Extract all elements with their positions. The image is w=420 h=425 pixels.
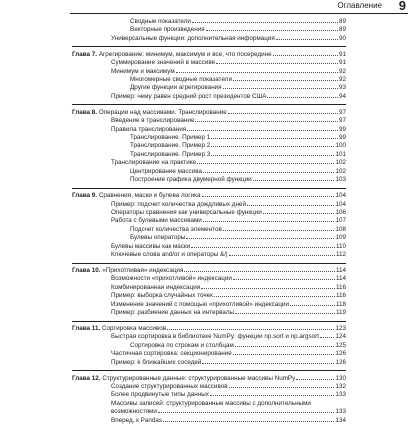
toc-page-number: 91 [338,50,346,58]
toc-page-number: 104 [335,200,346,208]
toc-page-number: 119 [335,309,346,317]
toc-page-number: 108 [335,225,346,233]
header-rule [70,13,408,14]
toc-entry-text: Быстрая сортировка в библиотеке NumPy: функции np.sort и np.argsort [111,333,319,341]
dot-leader [296,379,334,380]
toc-page-number: 125 [335,341,346,349]
toc-entry-row[interactable] [72,93,346,101]
toc-entry-text: Центрирование массива [130,167,202,175]
toc-entry-text: Транслирование на практике [111,159,197,167]
dot-leader [202,196,335,197]
toc-entry-title [130,234,185,242]
toc-chapter-row[interactable] [72,267,346,275]
toc-entry-row[interactable] [72,234,346,242]
chapter-label: Глава 12. [72,374,101,382]
chapter-separator [72,46,346,47]
toc-entry-row[interactable] [72,209,346,217]
toc-page-number: 92 [338,67,346,75]
header-page-number: 9 [398,0,406,13]
toc-entry-row[interactable] [72,243,346,251]
toc-page-number: 89 [338,26,346,34]
toc-entry-title [130,18,191,26]
toc-entry-title [111,391,209,399]
toc-entry-text: Структурированные данные: структурированные массивы NumPy [102,374,296,382]
toc-entry-title [111,309,234,317]
toc-entry-title [111,117,194,125]
toc-entry-title [72,375,295,383]
toc-entry-title [130,84,222,92]
toc-entry-text: Многомерные сводные показатели [130,76,232,84]
toc-entry-row[interactable] [72,383,346,391]
toc-entry-text: Частичная сортировка: секционирование [111,350,232,358]
toc-page-number: 94 [338,92,346,100]
dot-leader [192,22,338,23]
toc-entry-row[interactable] [72,68,346,76]
toc-entry-text: Операции над массивами. Транслирование [98,108,227,116]
toc-page-number: 123 [335,324,346,332]
toc-entry-row[interactable] [72,59,346,67]
toc-entry-title [72,109,227,117]
toc-page-number: 97 [338,117,346,125]
toc-entry-row[interactable] [72,359,346,367]
toc-entry-row[interactable] [72,117,346,125]
dot-leader [235,313,335,314]
toc-page-number: 97 [338,108,346,116]
chapter-separator [72,104,346,105]
toc-entry-text: Подсчет количества элементов [130,225,222,233]
toc-entry-row[interactable] [72,76,346,84]
toc-page-number: 118 [335,300,346,308]
toc-entry-row[interactable] [72,134,346,142]
dot-leader [186,238,334,239]
toc-entry-title [130,168,202,176]
toc-page-number: 100 [335,142,346,150]
dot-leader [195,121,338,122]
toc-chapter-row[interactable] [72,375,346,383]
dot-leader [247,205,335,206]
toc-entry-title [111,275,232,283]
toc-entry-title [130,151,210,159]
toc-entry-row[interactable] [72,18,346,26]
toc-entry-text: Сортировка массивов [101,324,167,332]
toc-entry-text: Массивы записей: структурированные массивы с дополнительными [111,399,311,407]
toc-entry-text: Агрегирование: минимум, максимум и все, что посередине [98,50,272,58]
toc-page-number: 130 [335,374,346,382]
toc-entry-row[interactable] [72,275,346,283]
toc-entry-title [130,26,205,34]
toc-page-number: 90 [338,34,346,42]
toc-entry-title [111,209,262,217]
toc-page-number: 116 [335,292,346,300]
toc-entry-title [111,417,162,425]
toc-entry-text: Вперед, к Pandas [111,416,163,424]
dot-leader [184,271,335,272]
dot-leader [235,346,335,347]
dot-leader [201,288,335,289]
toc-entry-row[interactable] [72,284,346,292]
toc-page-number: 102 [335,159,346,167]
toc-chapter-row[interactable] [72,325,346,333]
chapter-label: Глава 11. [72,324,101,332]
dot-leader [223,230,335,231]
toc-entry-title [111,400,311,407]
toc-entry-text: Суммирование значений в массиве [111,59,216,67]
toc-entry-title [72,51,272,59]
toc-entry-title [111,68,175,76]
toc-entry-title [111,284,200,292]
toc-page-number: 104 [335,192,346,200]
toc-entry-row[interactable] [72,201,346,209]
dot-leader [253,180,335,181]
toc-entry-title [111,350,232,358]
toc-page-number: 114 [335,266,346,274]
chapter-separator [72,263,346,264]
toc-entry-text: Универсальные функции: дополнительная информация [111,34,275,42]
toc-entry-row[interactable] [72,142,346,150]
toc-entry-row[interactable] [72,292,346,300]
toc-page-number: 124 [335,333,346,341]
toc-entry-title [111,201,246,209]
toc-entry-title [130,134,210,142]
dot-leader [210,395,335,396]
toc-entry-title [111,251,228,259]
dot-leader [167,329,334,330]
toc-entry-text: Пример: чему равен средний рост президентов США [111,92,267,100]
dot-leader [290,305,335,306]
toc-entry-row[interactable] [72,301,346,309]
dot-leader [267,97,338,98]
toc-entry-title [111,159,196,167]
toc-page-number: 112 [335,251,346,259]
toc-entry-text: Транслирование. Пример 3 [130,150,211,158]
toc-entry-text: Введение в транслирование [111,117,195,125]
dot-leader [214,296,335,297]
toc-entry-title [111,93,266,101]
toc-entry-row[interactable] [72,400,346,408]
toc-page-number: 89 [338,18,346,25]
chapter-label: Глава 8. [72,108,98,116]
running-header [0,0,420,16]
toc-entry-text: Сводные показатели [130,18,191,25]
toc-entry-row[interactable] [72,408,346,416]
toc-page-number: 91 [338,59,346,67]
toc-page-number: 101 [335,150,346,158]
toc-entry-text: Изменение значений с помощью «прихотливой» индексации [111,300,289,308]
toc-entry-text: Другие функции агрегирования [130,84,222,92]
table-of-contents [72,18,346,425]
dot-leader [191,247,335,248]
toc-entry-title [111,35,275,43]
toc-entry-title [111,217,202,225]
toc-page-number: 99 [338,125,346,133]
toc-page-number: 93 [338,84,346,92]
dot-leader [233,80,338,81]
toc-entry-title [111,243,190,251]
toc-page-number: 103 [335,176,346,184]
toc-page-number: 114 [335,275,346,283]
dot-leader [158,412,335,413]
toc-entry-text: Транслирование. Пример 1 [130,134,211,142]
toc-entry-row[interactable] [72,350,346,358]
toc-entry-title [111,359,201,367]
toc-chapter-row[interactable] [72,109,346,117]
toc-entry-row[interactable] [72,159,346,167]
toc-page-number: 126 [335,350,346,358]
toc-page-number: 106 [335,208,346,216]
toc-entry-row[interactable] [72,226,346,234]
toc-page-number: 132 [335,383,346,390]
toc-page-number: 133 [335,391,346,399]
toc-page-number: 92 [338,76,346,84]
toc-entry-text: Векторные произведения [130,26,205,34]
toc-entry-row[interactable] [72,309,346,317]
toc-entry-text: Возможности «прихотливой» индексации [111,275,232,283]
toc-entry-title [130,342,234,350]
toc-entry-row[interactable] [72,417,346,425]
toc-entry-row[interactable] [72,391,346,399]
toc-entry-row[interactable] [72,217,346,225]
toc-entry-text: Более продвинутые типы данных [111,391,209,399]
toc-entry-row[interactable] [72,126,346,134]
dot-leader [211,146,334,147]
chapter-separator [72,188,346,189]
toc-entry-text: Ключевые слова and/or и операторы &/| [111,251,228,259]
toc-entry-row[interactable] [72,26,346,34]
dot-leader [273,55,338,56]
dot-leader [276,39,338,40]
toc-entry-row[interactable] [72,35,346,43]
toc-entry-row[interactable] [72,84,346,92]
toc-page-number: 109 [335,234,346,242]
dot-leader [202,363,334,364]
toc-entry-text: Пример: k ближайших соседей [111,358,202,366]
dot-leader [223,88,338,89]
toc-entry-text: Построение графика двумерной функции [130,176,252,184]
dot-leader [229,387,335,388]
toc-entry-text: Пример: выборка случайных точек [111,292,213,300]
toc-entry-title [72,325,166,333]
toc-entry-title [72,192,201,200]
toc-entry-text: Сравнения, маски и булева логика [98,192,201,200]
header-section-title: Оглавление [337,1,382,10]
toc-page-number: 126 [335,358,346,366]
toc-entry-text: Булевы операторы [130,234,186,242]
dot-leader [233,279,335,280]
toc-entry-title [111,333,319,341]
toc-page-number: 99 [338,134,346,142]
toc-entry-row[interactable] [72,251,346,259]
toc-entry-title [72,267,183,275]
chapter-label: Глава 7. [72,50,98,58]
toc-page-number: 133 [335,408,346,416]
dot-leader [163,421,334,422]
toc-entry-title [130,176,252,184]
toc-entry-row[interactable] [72,333,346,341]
chapter-label: Глава 10. [72,266,101,274]
dot-leader [263,213,335,214]
dot-leader [233,354,335,355]
dot-leader [187,130,338,131]
toc-entry-text: Операторы сравнения как универсальные функции [111,208,262,216]
dot-leader [216,63,338,64]
dot-leader [211,155,334,156]
toc-entry-row[interactable] [72,342,346,350]
toc-page-number: 110 [335,242,346,250]
toc-page-number: 134 [335,416,346,424]
dot-leader [176,72,338,73]
dot-leader [228,113,338,114]
toc-entry-title [130,142,210,150]
toc-chapter-row[interactable] [72,192,346,200]
toc-entry-text: Минимум и максимум [111,67,175,75]
toc-entry-title [130,76,232,84]
toc-entry-row[interactable] [72,176,346,184]
toc-entry-text: Создание структурированных массивов [111,383,228,390]
dot-leader [211,138,338,139]
toc-entry-text: «Прихотливая» индексация [102,266,184,274]
dot-leader [203,172,334,173]
toc-entry-text: Комбинированная индексация [111,283,201,291]
dot-leader [229,255,335,256]
toc-page-number: 116 [335,283,346,291]
chapter-separator [72,321,346,322]
chapter-separator [72,370,346,371]
toc-entry-text: Пример: подсчет количества дождливых дней [111,200,246,208]
toc-entry-text: Сортировка по строкам и столбцам [130,341,234,349]
toc-entry-text-continued: возможностями [111,408,157,416]
toc-entry-title [111,383,228,391]
toc-entry-title [111,292,213,300]
toc-entry-text: Правила транслирования [111,125,187,133]
toc-entry-row[interactable] [72,168,346,176]
toc-entry-row[interactable] [72,151,346,159]
dot-leader [203,221,335,222]
dot-leader [206,30,338,31]
toc-page-number: 102 [335,167,346,175]
toc-entry-title [111,126,186,134]
chapter-label: Глава 9. [72,192,98,200]
toc-page-number: 107 [335,217,346,225]
toc-chapter-row[interactable] [72,51,346,59]
toc-entry-text: Булевы массивы как маски [111,242,191,250]
toc-entry-text: Пример: разбиение данных на интервалы [111,309,235,317]
dot-leader [320,337,335,338]
toc-entry-title [111,59,215,67]
toc-entry-title [111,301,289,309]
toc-entry-text: Транслирование. Пример 2 [130,142,211,150]
toc-entry-text: Работа с булевыми массивами [111,217,202,225]
toc-entry-title [130,226,222,234]
dot-leader [197,163,334,164]
